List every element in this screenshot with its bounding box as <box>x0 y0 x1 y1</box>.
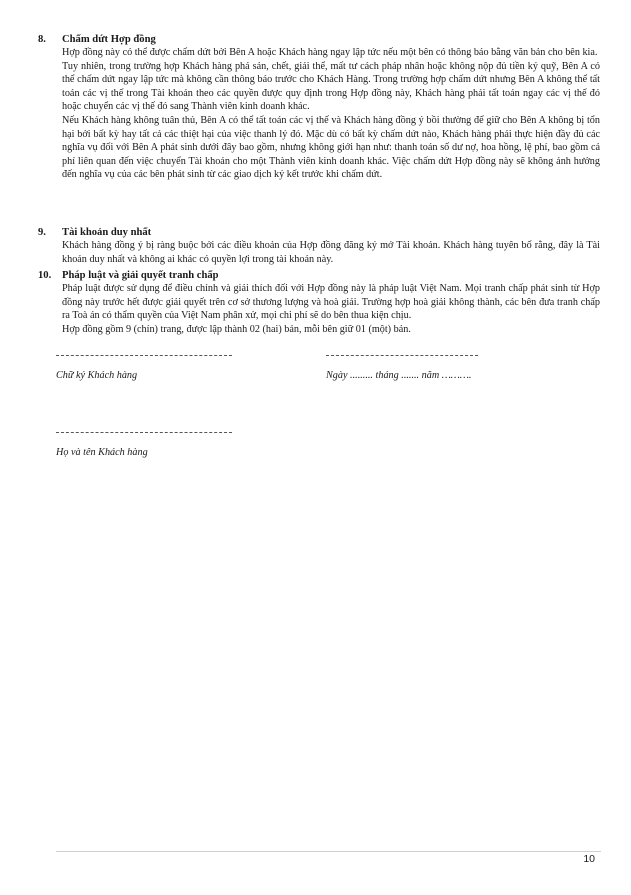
section-title: Chấm dứt Hợp đồng <box>62 34 156 45</box>
page-number: 10 <box>583 853 595 865</box>
section-title: Tài khoản duy nhất <box>62 227 152 238</box>
section-title: Pháp luật và giải quyết tranh chấp <box>62 270 219 281</box>
paragraph: Nếu Khách hàng không tuân thủ, Bên A có thể tất toán các vị thế và Khách hàng đồng ý bồi thường để giữ cho Bên A không bị tổn hại bởi bất kỳ hay tất cả các thiệt hại của việc thanh lý đó. Mặc dù có bất kỳ chấm dứt nào, Khách hàng phải thực hiện đầy đủ các nghĩa vụ đối với Bên A phát sinh dưới đây bao gồm, nhưng không giới hạn như: thanh toán số dư nợ, hoa hồng, lệ phí, bao gồm cả phí liên quan đến việc chuyển Tài khoản cho một Thành viên kinh doanh khác. Việc chấm dứt Hợp đồng này sẽ không ảnh hưởng đến nghĩa vụ của các bên phát sinh từ các giao dịch ký kết trước khi chấm dứt. <box>62 114 600 181</box>
paragraph: Khách hàng đồng ý bị ràng buộc bởi các điều khoản của Hợp đồng đăng ký mở Tài khoản. Khách hàng tuyên bố rằng, đây là Tài khoản duy nhất và không ai khác có quyền lợi trong tài khoản này. <box>62 240 600 265</box>
section-law-disputes <box>38 269 600 336</box>
date-line <box>326 355 478 356</box>
section-termination <box>38 33 600 182</box>
section-heading <box>38 226 600 239</box>
customer-name-label: Họ và tên Khách hàng <box>56 447 148 458</box>
section-body <box>62 46 600 182</box>
date-label: Ngày ......... tháng ....... năm ………. <box>326 370 472 381</box>
section-single-account <box>38 226 600 266</box>
section-number: 9. <box>38 227 46 238</box>
paragraph: Hợp đồng gồm 9 (chín) trang, được lập thành 02 (hai) bản, mỗi bên giữ 01 (một) bản. <box>62 323 411 335</box>
paragraph: Hợp đồng này có thể được chấm dứt bởi Bên A hoặc Khách hàng ngay lập tức nếu một bên có thông báo bằng văn bản cho bên kia. <box>62 47 598 58</box>
section-body <box>62 282 600 336</box>
section-body <box>62 239 600 266</box>
section-number: 8. <box>38 34 46 45</box>
section-heading <box>38 33 600 46</box>
paragraph: Tuy nhiên, trong trường hợp Khách hàng phá sản, chết, giải thể, mất tư cách pháp nhân hoặc không nộp đủ tiền ký quỹ, Bên A có thể chấm dứt ngay lập tức mà không cần thông báo trước cho Khách Hàng. Trong trường hợp chấm dứt nhưng Bên A không thể tất toán các vị thế trong Tài khoản theo các quyền được quy định trong Hợp đồng này, Khách hàng phải tất toán ngay các vị thế đó hoặc chuyển các vị thế đó sang Thành viên kinh doanh khác. <box>62 60 600 113</box>
customer-signature-label: Chữ ký Khách hàng <box>56 370 138 381</box>
section-heading <box>38 269 600 282</box>
signature-line <box>56 355 232 356</box>
footer-divider <box>56 851 601 852</box>
section-number: 10. <box>38 270 52 281</box>
paragraph: Pháp luật được sử dụng để điều chỉnh và giải thích đối với Hợp đồng này là pháp luật Việt Nam. Mọi tranh chấp phát sinh từ Hợp đồng này trước hết được giải quyết trên cơ sở thương lượng và hoà giải. Trường hợp hoà giải không thành, các bên đưa tranh chấp ra Toà án có thẩm quyền của Việt Nam phân xử, mọi chi phí sẽ do bên thua kiện chịu. <box>62 283 600 322</box>
name-line <box>56 432 232 433</box>
